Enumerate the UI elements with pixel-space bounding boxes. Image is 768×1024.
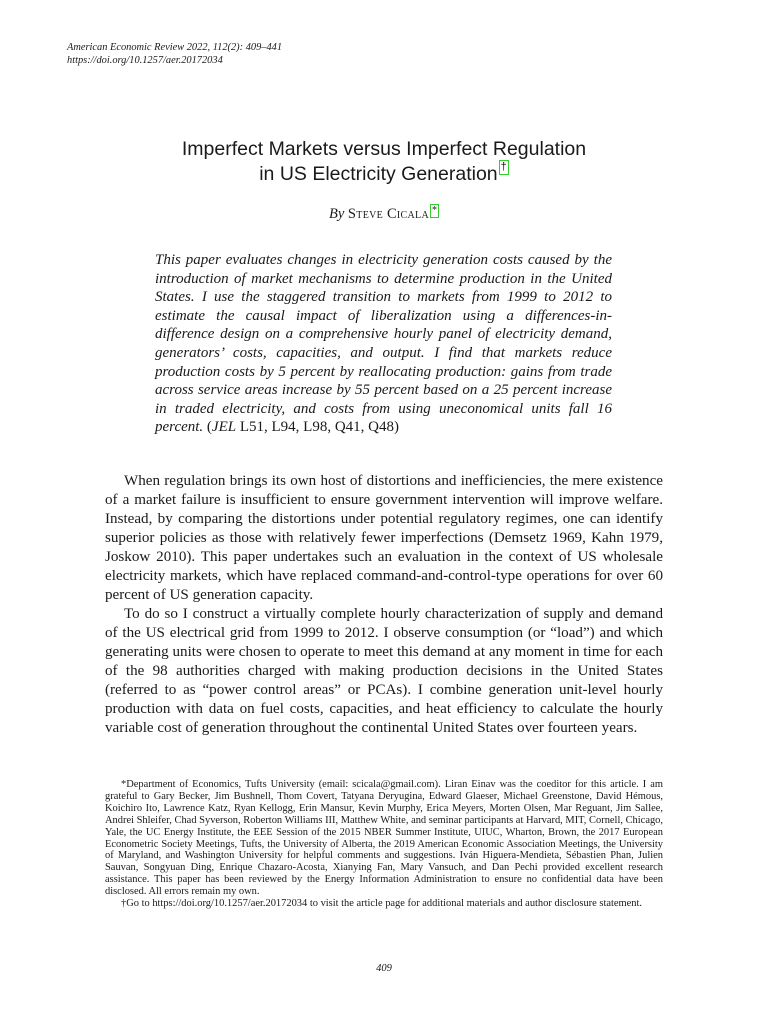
byline-by: By [329,206,345,222]
jel-open: ( [206,419,212,436]
title-line-1: Imperfect Markets versus Imperfect Regulation [181,138,587,160]
jel-codes: L51, L94, L98, Q41, Q48) [236,419,399,436]
journal-citation: American Economic Review 2022, 112(2): 409–441 [67,42,283,53]
doi-link[interactable]: https://doi.org/10.1257/aer.20172034 [67,55,223,66]
body-paragraph-2: To do so I construct a virtually complete hourly characterization of supply and demand of the US electrical grid from 1999 to 2012. I observe consumption (or “load”) and which generating units were chosen to operate to meet this demand at any moment in time for each of the 98 authorities charged with making production decisions in the United States (referred to as “power control areas” or PCAs). I combine generation unit-level hourly production with data on fuel costs, capacities, and heat efficiency to calculate the hourly variable cost of generation throughout the continental United States over fourteen years. [105,606,663,736]
abstract-text: This paper evaluates changes in electricity generation costs caused by the introduction of market mechanisms to determine production in the United States. I use the staggered transition to markets from 1999 to 2012 to estimate the causal impact of liberalization using a differences-in-difference design on a comprehensive hourly panel of electricity demand, generators’ costs, capacities, and output. I find that markets reduce production costs by 5 percent by reallocating production: gains from trade across service areas increase by 55 percent based on a 25 percent increase in traded electricity, and costs from using uneconomical units fall 16 percent. [155,252,612,436]
author-footnote: *Department of Economics, Tufts University (email: scicala@gmail.com). Liran Einav was the coeditor for this article. I am grateful to Gary Becker, Jim Bushnell, Thom Covert, Tatyana Deryugina, Edward Glaeser, Michael Greenstone, David Hémous, Koichiro Ito, Lawrence Katz, Ryan Kellogg, Erin Mansur, Kevin Murphy, Erica Meyers, Morten Olsen, Mar Reguant, Jim Sallee, Andrei Shleifer, Chad Syverson, Roberton Williams III, Matthew White, and seminar participants at Harvard, MIT, Cornell, Chicago, Yale, the UC Energy Institute, the EEE Session of the 2015 NBER Summer Institute, UIUC, Wharton, Brown, the 2017 European Econometric Society Meetings, Tufts, the University of Alberta, the 2019 American Economic Association Meetings, the University of Maryland, and Washington University for helpful comments and suggestions. Iván Higuera-Mendieta, Sébastien Phan, Julien Sauvan, Songyuan Ding, Enrique Chazaro-Acosta, Xianying Fan, Mary Vansuch, and Dan Pechi provided excellent research assistance. This paper has been reviewed by the Energy Information Administration to ensure no confidential data have been disclosed. All errors remain my own. [105,779,663,898]
body-text [105,472,663,738]
abstract [155,251,612,437]
byline [0,205,768,223]
dagger-footnote-link[interactable]: † [500,161,507,173]
title-line-2-text: in US Electricity Generation [259,163,498,185]
journal-header [67,41,282,67]
title-line-2 [104,162,664,187]
star-footnote-link[interactable]: * [431,205,437,216]
dagger-footnote: †Go to https://doi.org/10.1257/aer.20172034 to visit the article page for additional materials and author disclosure statement. [121,898,642,910]
paper-title [104,137,664,187]
page-number: 409 [376,963,392,974]
footnotes [105,779,663,910]
jel-label: JEL [211,419,237,436]
body-paragraph-1: When regulation brings its own host of distortions and inefficiencies, the mere existence of a market failure is insufficient to ensure government intervention will improve welfare. Instead, by comparing the distortions under potential regulatory regimes, one can identify superior policies as those with relatively fewer imperfections (Demsetz 1969, Kahn 1979, Joskow 2010). This paper undertakes such an evaluation in the context of US wholesale electricity markets, which have replaced command-and-control-type operations for over 60 percent of US generation capacity. [105,473,663,603]
author-name: Steve Cicala [347,206,429,222]
